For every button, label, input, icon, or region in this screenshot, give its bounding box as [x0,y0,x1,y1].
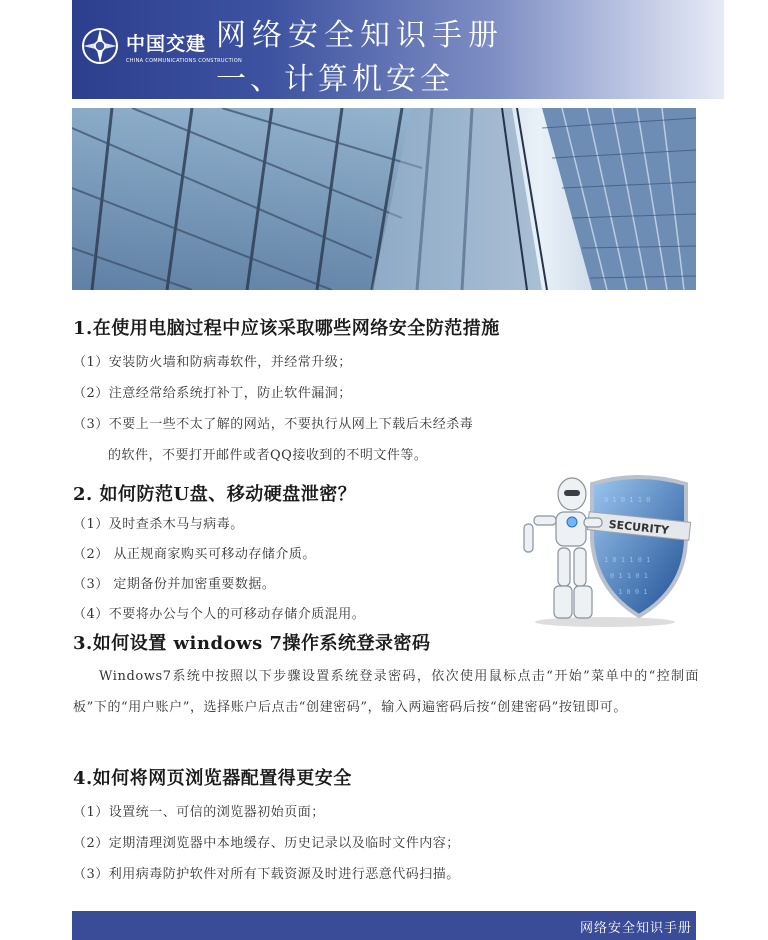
svg-text:1 0 0 1: 1 0 0 1 [618,588,648,596]
svg-text:0 1 0 1 1 0: 0 1 0 1 1 0 [604,496,651,504]
paragraph: Windows7系统中按照以下步骤设置系统登录密码，依次使用鼠标点击“开始”菜单中的“控制面板”下的“用户账户”，选择账户后点击“创建密码”，输入两遍密码后按“创建密码”按钮即可。 [73,669,699,715]
list-item: （1）安装防火墙和防病毒软件，并经常升级； [73,355,352,370]
logo-english-name: CHINA COMMUNICATIONS CONSTRUCTION [126,57,243,64]
list-item: （2）定期清理浏览器中本地缓存、历史记录以及临时文件内容； [73,836,460,851]
list-item: （2） 从正规商家购买可移动存储介质。 [73,547,316,562]
footer-title: 网络安全知识手册 [579,921,692,936]
list-item-continuation: 的软件，不要打开邮件或者QQ接收到的不明文件等。 [108,448,428,463]
list-item: （4）不要将办公与个人的可移动存储介质混用。 [73,607,366,622]
list-item: （2）注意经常给系统打补丁，防止软件漏洞； [73,386,352,401]
section-heading-1: 1.在使用电脑过程中应该采取哪些网络安全防范措施 [73,318,500,339]
section-heading-3: 3.如何设置 windows 7操作系统登录密码 [73,633,431,654]
list-item: （3） 定期备份并加密重要数据。 [73,577,276,592]
list-item: （3）不要上一些不太了解的网站，不要执行从网上下载后未经杀毒 [73,417,474,432]
svg-text:1 0 1 1 0 1: 1 0 1 1 0 1 [604,556,651,564]
list-item: （1）及时查杀木马与病毒。 [73,517,244,532]
security-robot-illustration [510,470,700,630]
footer-bar [72,911,696,940]
glass-skyscraper-image [72,108,696,290]
cccc-logo-icon [80,26,120,66]
shield-security-label: SECURITY [608,517,670,538]
section-heading-4: 4.如何将网页浏览器配置得更安全 [73,768,352,789]
logo-chinese-name: 中国交建 [126,32,207,55]
list-item: （1）设置统一、可信的浏览器初始页面； [73,805,325,820]
page-subtitle: 一、计算机安全 [216,62,454,97]
svg-text:0 1 1 0 1: 0 1 1 0 1 [610,572,648,580]
list-item: （3）利用病毒防护软件对所有下载资源及时进行恶意代码扫描。 [73,867,460,882]
page-title: 网络安全知识手册 [216,18,504,53]
section-heading-2: 2. 如何防范U盘、移动硬盘泄密？ [73,484,357,505]
